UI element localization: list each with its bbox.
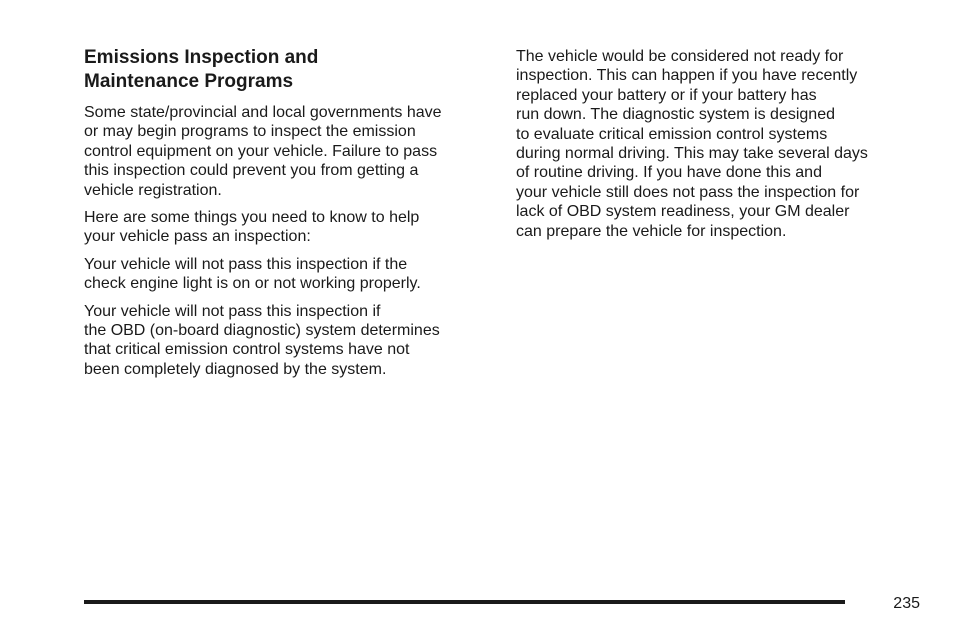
text-line: during normal driving. This may take several days (516, 145, 868, 163)
text-line: The vehicle would be considered not ready for (516, 48, 844, 65)
text-line: the OBD (on-board diagnostic) system determines (84, 322, 440, 340)
text-line: control equipment on your vehicle. Failure to pass (84, 142, 438, 160)
text-line: this inspection could prevent you from getting a (84, 162, 419, 180)
text-line: been completely diagnosed by the system. (84, 360, 387, 378)
text-line: Your vehicle will not pass this inspection if (84, 302, 381, 320)
intro-paragraph (84, 103, 494, 200)
text-line: your vehicle still does not pass the inspection for (516, 183, 860, 201)
text-line: to evaluate critical emission control systems (516, 125, 828, 143)
text-line: lack of OBD system readiness, your GM dealer (516, 203, 850, 221)
text-line: Your vehicle will not pass this inspection if the (84, 255, 408, 273)
text-line: that critical emission control systems have not (84, 341, 410, 359)
heading-line: Emissions Inspection and (84, 47, 319, 68)
right-column (516, 47, 926, 249)
text-line: or may begin programs to inspect the emission (84, 123, 416, 141)
text-line: can prepare the vehicle for inspection. (516, 222, 787, 240)
readiness-paragraph (516, 47, 926, 241)
section-heading (84, 46, 494, 94)
text-line: replaced your battery or if your battery has (516, 86, 817, 104)
text-line: of routine driving. If you have done this and (516, 164, 822, 182)
text-line: your vehicle pass an inspection: (84, 228, 311, 246)
help-paragraph (84, 208, 494, 247)
obd-paragraph (84, 302, 494, 380)
text-line: Some state/provincial and local governments have (84, 104, 442, 121)
text-line: check engine light is on or not working properly. (84, 275, 421, 293)
heading-line: Maintenance Programs (84, 71, 294, 92)
check-engine-paragraph (84, 255, 494, 294)
text-line: Here are some things you need to know to help (84, 209, 420, 227)
footer-rule (84, 600, 845, 604)
left-column (84, 46, 494, 387)
text-line: run down. The diagnostic system is designed (516, 106, 835, 124)
page-number: 235 (893, 595, 920, 612)
text-line: vehicle registration. (84, 181, 222, 199)
text-line: inspection. This can happen if you have recently (516, 67, 858, 85)
